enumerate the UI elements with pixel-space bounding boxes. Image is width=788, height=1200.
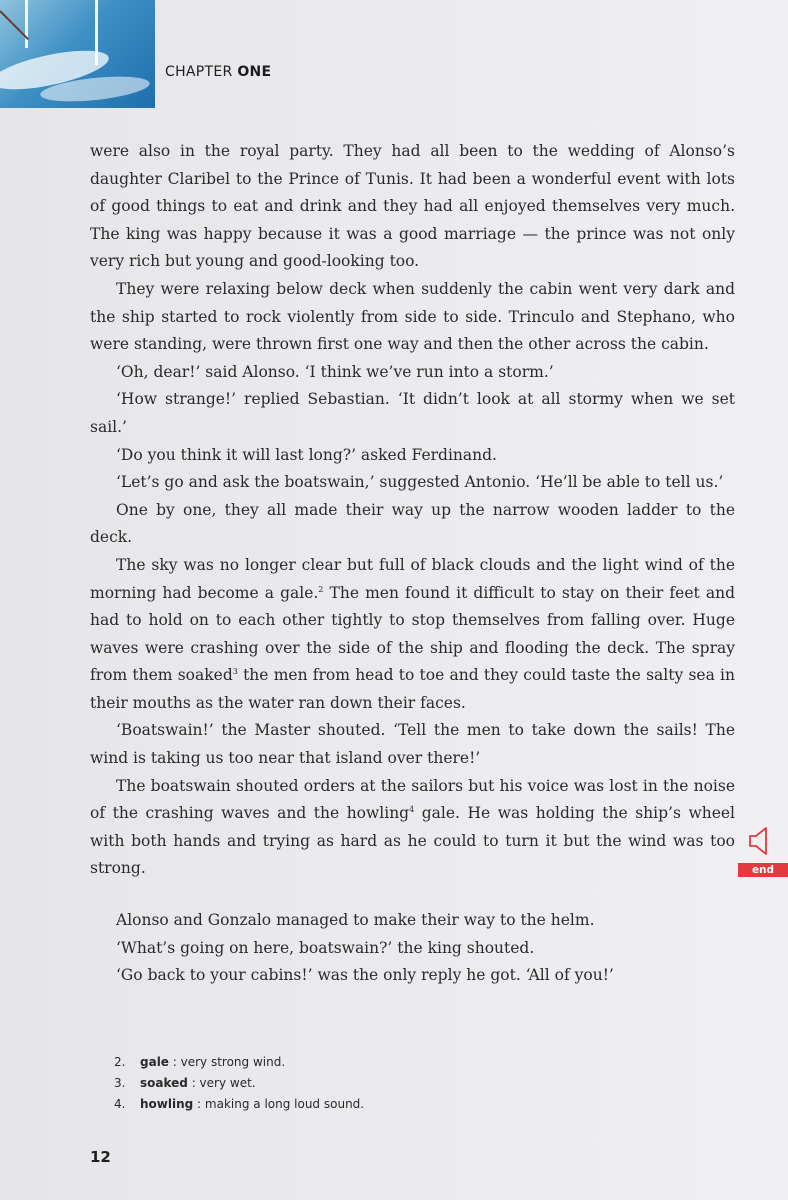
paragraph: ‘Boatswain!’ the Master shouted. ‘Tell the men to take down the sails! The wind is taking us too near that island over there!’: [90, 721, 735, 768]
paragraph: were also in the royal party. They had all been to the wedding of Alonso’s daughter Claribel to the Prince of Tunis. It had been a wonderful event with lots of good things to eat and drink and they had all enjoyed themselves very much. The king was happy because it was a good marriage — the prince was not only very rich but young and good-looking too.: [90, 142, 735, 271]
paragraph: They were relaxing below deck when suddenly the cabin went very dark and the ship started to rock violently from side to side. Trinculo and Stephano, who were standing, were thrown first one way and then the other across the cabin.: [90, 279, 735, 354]
footnote: [114, 1073, 364, 1094]
page-number: 12: [90, 1148, 111, 1166]
paragraph: ‘Go back to your cabins!’ was the only reply he got. ‘All of you!’: [116, 966, 614, 985]
paragraph: ‘What’s going on here, boatswain?’ the king shouted.: [116, 938, 535, 957]
speaker-icon: [748, 826, 770, 856]
footnote-number: 2.: [114, 1055, 126, 1069]
footnote: [114, 1094, 364, 1115]
footnote-term: gale: [140, 1055, 169, 1069]
paragraph: ‘Let’s go and ask the boatswain,’ suggested Antonio. ‘He’ll be able to tell us.’: [116, 473, 724, 492]
paragraph-text: The boatswain shouted orders at the sailors but his voice was lost in the noise of the crashing waves and the howling: [90, 776, 735, 823]
paragraph: ‘Oh, dear!’ said Alonso. ‘I think we’ve run into a storm.’: [116, 362, 554, 381]
end-badge: end: [738, 863, 788, 877]
footnote-definition: : very wet.: [187, 1076, 256, 1090]
chapter-prefix: CHAPTER: [165, 64, 238, 80]
paragraph: ‘Do you think it will last long?’ asked Ferdinand.: [116, 445, 497, 464]
audio-track-end-marker: [738, 826, 788, 878]
footnote-definition: : making a long loud sound.: [193, 1097, 365, 1111]
footnote-term: soaked: [140, 1076, 188, 1090]
footnote: [114, 1052, 364, 1073]
footnote-number: 3.: [114, 1076, 126, 1090]
paragraph-text: The men found it difficult to stay on their feet and had to hold on to each other tightly to stop themselves from falling over. Huge waves were crashing over the side of the ship and flooding the deck. The spray from them soaked: [90, 583, 735, 685]
story-text: [90, 138, 735, 990]
footnote-number: 4.: [114, 1097, 126, 1111]
chapter-header: [165, 64, 271, 80]
paragraph-text: The sky was no longer clear but full of black clouds and the light wind of the morning had become a gale.: [90, 555, 735, 602]
footnote-term: howling: [140, 1097, 194, 1111]
paragraph: [90, 552, 735, 718]
paragraph: ‘How strange!’ replied Sebastian. ‘It didn’t look at all stormy when we set sail.’: [90, 390, 735, 436]
chapter-name: ONE: [237, 64, 272, 80]
footnotes: [114, 1052, 364, 1115]
chapter-corner-illustration: [0, 0, 155, 108]
footnote-ref: 3: [232, 667, 238, 677]
paragraph-text: the men from head to toe and they could taste the salty sea in their mouths as the water ran down their faces.: [90, 666, 735, 712]
paragraph: [90, 773, 735, 883]
footnote-definition: : very strong wind.: [168, 1055, 286, 1069]
paragraph-text: gale. He was holding the ship’s wheel with both hands and trying as hard as he could to turn it but the wind was too strong.: [90, 804, 735, 878]
footnote-ref: 2: [318, 584, 324, 594]
paragraph: One by one, they all made their way up the narrow wooden ladder to the deck.: [90, 500, 735, 547]
paragraph: Alonso and Gonzalo managed to make their way to the helm.: [116, 911, 595, 930]
footnote-ref: 4: [409, 805, 415, 815]
section-gap: [90, 883, 735, 907]
